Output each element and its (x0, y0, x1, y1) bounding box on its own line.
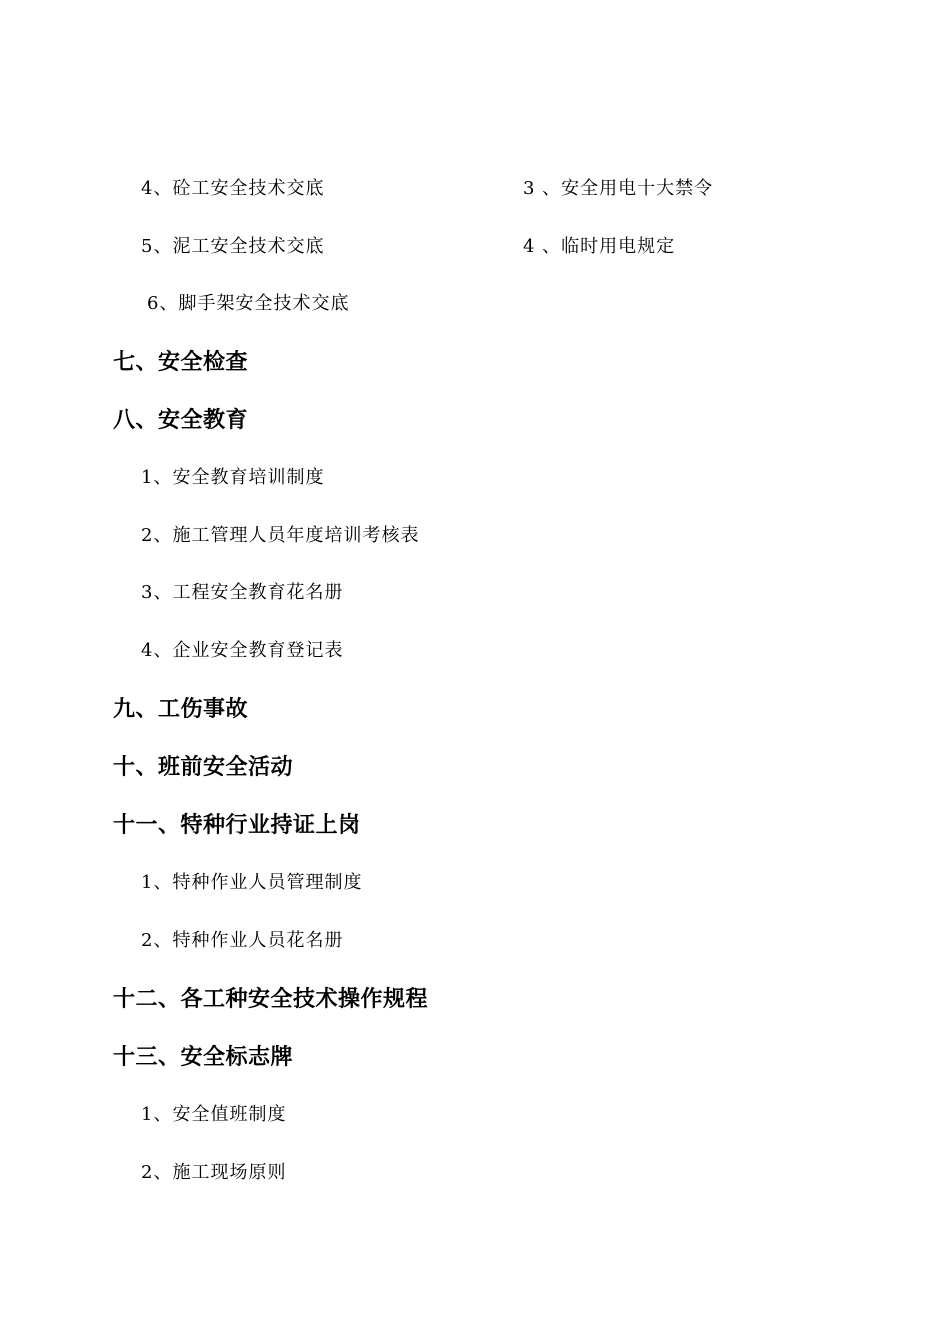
list-item: 2、施工现场原则 (141, 1162, 287, 1183)
list-item: 1、安全值班制度 (141, 1104, 287, 1125)
section-heading-safety-education: 八、安全教育 (113, 408, 249, 433)
list-item: 2、施工管理人员年度培训考核表 (141, 525, 420, 546)
section-heading-special-trade-certification: 十一、特种行业持证上岗 (113, 813, 361, 838)
section-heading-pre-shift-activity: 十、班前安全活动 (113, 755, 294, 780)
list-item-temporary-electricity-rules: 4 、临时用电规定 (523, 236, 676, 257)
list-item: 1、特种作业人员管理制度 (141, 872, 363, 893)
list-item: 1、安全教育培训制度 (141, 467, 325, 488)
list-item-electricity-ten-prohibitions: 3 、安全用电十大禁令 (523, 178, 714, 199)
section-heading-operating-procedures: 十二、各工种安全技术操作规程 (113, 987, 429, 1012)
list-item: 4、企业安全教育登记表 (141, 640, 344, 661)
section-heading-safety-inspection: 七、安全检查 (113, 350, 249, 375)
list-item-concrete-work-safety-briefing: 4、砼工安全技术交底 (141, 178, 325, 199)
list-item-scaffold-safety-briefing: 6、脚手架安全技术交底 (147, 293, 350, 314)
list-item: 3、工程安全教育花名册 (141, 582, 344, 603)
section-heading-safety-signs: 十三、安全标志牌 (113, 1045, 294, 1070)
list-item-masonry-work-safety-briefing: 5、泥工安全技术交底 (141, 236, 325, 257)
section-heading-work-injury: 九、工伤事故 (113, 697, 249, 722)
list-item: 2、特种作业人员花名册 (141, 930, 344, 951)
